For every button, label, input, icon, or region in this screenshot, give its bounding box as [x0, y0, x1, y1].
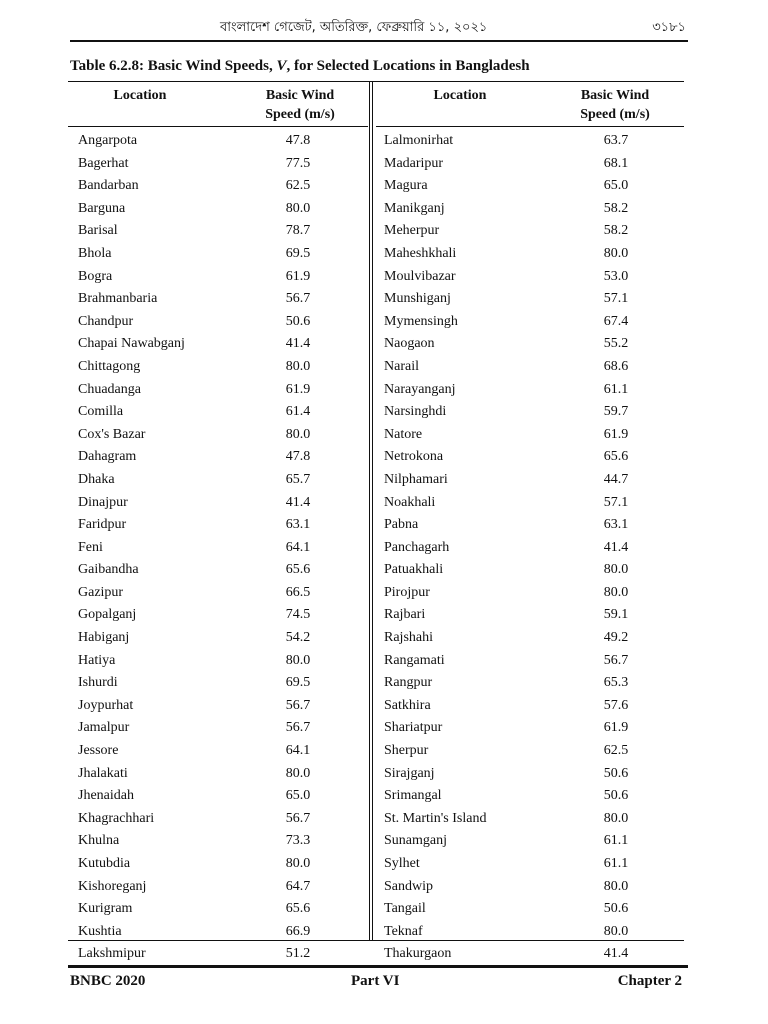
speed-cell: 80.0	[285, 200, 311, 216]
location-cell: Moulvibazar	[384, 268, 456, 284]
table-row	[78, 514, 368, 537]
location-cell: Brahmanbaria	[78, 291, 158, 307]
speed-cell: 65.3	[603, 675, 629, 691]
table-row	[78, 582, 368, 605]
location-cell: Narayanganj	[384, 381, 456, 397]
speed-cell: 69.5	[285, 675, 311, 691]
location-cell: Pabna	[384, 517, 419, 533]
location-cell: Bandarban	[78, 178, 139, 194]
speed-cell: 74.5	[285, 607, 311, 623]
location-cell: Pirojpur	[384, 584, 430, 600]
footer-center: Part VI	[351, 973, 400, 989]
speed-cell: 59.1	[603, 607, 629, 623]
location-cell: Manikganj	[384, 200, 445, 216]
gazette-title: বাংলাদেশ গেজেট, অতিরিক্ত, ফেব্রুয়ারি ১১, ২০২১	[220, 20, 488, 35]
table-row	[384, 604, 684, 627]
footer-right: Chapter 2	[617, 973, 682, 989]
speed-cell: 61.1	[603, 856, 629, 871]
location-cell: Kushtia	[78, 923, 122, 939]
table-row	[78, 220, 368, 243]
location-cell: Lalmonirhat	[384, 133, 454, 148]
speed-cell: 59.7	[603, 404, 629, 420]
speed-cell: 61.9	[285, 381, 311, 397]
location-cell: Hatiya	[78, 652, 116, 668]
speed-cell: 56.7	[603, 652, 629, 668]
table-row	[78, 650, 368, 673]
table-row	[384, 740, 684, 763]
table-row	[384, 830, 684, 853]
speed-cell: 57.1	[603, 494, 629, 510]
speed-cell: 61.9	[285, 268, 311, 284]
left-speed-header-line2: Speed (m/s)	[265, 107, 335, 122]
speed-cell: 56.7	[285, 810, 311, 826]
table-row	[384, 853, 684, 876]
speed-cell: 66.9	[285, 923, 311, 939]
speed-cell: 63.1	[285, 517, 311, 533]
speed-cell: 80.0	[285, 652, 311, 668]
location-cell: Tangail	[384, 901, 426, 917]
speed-cell: 57.6	[603, 697, 629, 713]
location-cell: Comilla	[78, 404, 124, 420]
speed-cell: 65.0	[603, 178, 629, 194]
location-cell: Angarpota	[78, 133, 138, 148]
speed-cell: 65.6	[285, 901, 311, 917]
speed-cell: 80.0	[603, 923, 629, 939]
location-cell: Maheshkhali	[384, 245, 457, 261]
right-table-body	[384, 130, 684, 966]
table-row	[78, 785, 368, 808]
speed-cell: 47.8	[285, 449, 311, 465]
table-row	[384, 311, 684, 334]
caption-symbol: V	[276, 58, 287, 74]
location-cell: Jessore	[78, 743, 119, 759]
location-cell: Chittagong	[78, 358, 141, 374]
speed-cell: 80.0	[603, 562, 629, 578]
speed-cell: 64.7	[285, 878, 311, 894]
location-cell: Madaripur	[384, 155, 444, 171]
location-cell: Kishoreganj	[78, 878, 147, 894]
location-cell: Patuakhali	[384, 562, 444, 578]
speed-cell: 62.5	[285, 178, 311, 194]
location-cell: Habiganj	[78, 630, 130, 646]
location-cell: Gaibandha	[78, 562, 139, 578]
left-location-header: Location	[113, 88, 167, 103]
table-row	[78, 333, 368, 356]
table-row	[78, 356, 368, 379]
speed-cell: 73.3	[285, 833, 311, 849]
table-row	[78, 943, 368, 966]
location-cell: Jhalakati	[78, 765, 128, 781]
footer-left: BNBC 2020	[70, 973, 146, 989]
table-row	[78, 740, 368, 763]
location-cell: Thakurgaon	[384, 946, 452, 962]
location-cell: Nilphamari	[384, 471, 448, 487]
speed-cell: 41.4	[285, 336, 311, 352]
location-cell: Feni	[78, 539, 103, 555]
table-row	[78, 469, 368, 492]
right-location-header: Location	[433, 88, 487, 103]
table-row	[384, 356, 684, 379]
speed-cell: 56.7	[285, 697, 311, 713]
location-cell: Gazipur	[78, 584, 124, 600]
right-speed-header-line1: Basic Wind	[580, 88, 650, 103]
right-speed-header	[560, 86, 670, 124]
table-row	[384, 266, 684, 289]
location-cell: Jamalpur	[78, 720, 130, 736]
table-caption	[70, 58, 530, 75]
location-cell: Kurigram	[78, 901, 133, 917]
speed-cell: 63.1	[603, 517, 629, 533]
location-cell: Bagerhat	[78, 155, 129, 171]
location-cell: Bogra	[78, 268, 113, 284]
table-row	[78, 717, 368, 740]
speed-cell: 50.6	[603, 788, 629, 804]
location-cell: Satkhira	[384, 697, 431, 713]
right-speed-header-line2: Speed (m/s)	[580, 107, 650, 122]
location-cell: Munshiganj	[384, 291, 451, 307]
table-row	[384, 559, 684, 582]
right-header-rule	[376, 126, 684, 127]
table-row	[78, 424, 368, 447]
location-cell: Dinajpur	[78, 494, 128, 510]
caption-suffix: , for Selected Locations in Bangladesh	[286, 58, 530, 74]
speed-cell: 61.1	[603, 833, 629, 849]
table-row	[78, 763, 368, 786]
speed-cell: 65.6	[603, 449, 629, 465]
location-cell: Sylhet	[384, 856, 420, 871]
table-row	[384, 876, 684, 899]
location-cell: Faridpur	[78, 517, 127, 533]
table-row	[384, 695, 684, 718]
speed-cell: 41.4	[603, 946, 629, 962]
location-cell: Srimangal	[384, 788, 442, 804]
table-row	[78, 401, 368, 424]
location-cell: Jhenaidah	[78, 788, 134, 804]
table-row	[384, 424, 684, 447]
table-row	[384, 717, 684, 740]
table-row	[384, 537, 684, 560]
table-row	[78, 627, 368, 650]
location-cell: Ishurdi	[78, 675, 118, 691]
speed-cell: 67.4	[603, 313, 629, 329]
speed-cell: 47.8	[285, 133, 311, 148]
table-row	[384, 898, 684, 921]
location-cell: Lakshmipur	[78, 946, 146, 962]
location-cell: Natore	[384, 426, 423, 442]
table-row	[78, 288, 368, 311]
location-cell: Chandpur	[78, 313, 134, 329]
speed-cell: 50.6	[603, 765, 629, 781]
speed-cell: 49.2	[603, 630, 629, 646]
table-row	[384, 130, 684, 153]
location-cell: Narail	[384, 358, 419, 374]
location-cell: Barguna	[78, 200, 126, 216]
speed-cell: 78.7	[285, 223, 311, 239]
speed-cell: 80.0	[285, 856, 311, 871]
speed-cell: 53.0	[603, 268, 629, 284]
location-cell: Khulna	[78, 833, 120, 849]
speed-cell: 77.5	[285, 155, 311, 171]
speed-cell: 80.0	[285, 426, 311, 442]
table-row	[384, 650, 684, 673]
table-row	[384, 582, 684, 605]
speed-cell: 58.2	[603, 200, 629, 216]
speed-cell: 57.1	[603, 291, 629, 307]
table-row	[384, 175, 684, 198]
speed-cell: 41.4	[285, 494, 311, 510]
location-cell: Bhola	[78, 245, 112, 261]
table-row	[384, 943, 684, 966]
table-row	[384, 469, 684, 492]
speed-cell: 80.0	[285, 358, 311, 374]
location-cell: Kutubdia	[78, 856, 131, 871]
location-cell: Magura	[384, 178, 428, 194]
table-row	[78, 830, 368, 853]
table-row	[78, 243, 368, 266]
table-row	[78, 559, 368, 582]
speed-cell: 54.2	[285, 630, 311, 646]
table-row	[78, 153, 368, 176]
location-cell: Rajbari	[384, 607, 426, 623]
left-speed-header-line1: Basic Wind	[265, 88, 335, 103]
footer-rule	[68, 965, 688, 968]
speed-cell: 61.9	[603, 426, 629, 442]
speed-cell: 50.6	[603, 901, 629, 917]
location-cell: Chuadanga	[78, 381, 141, 397]
table-row	[384, 198, 684, 221]
table-row	[78, 695, 368, 718]
location-cell: Cox's Bazar	[78, 426, 146, 442]
speed-cell: 56.7	[285, 291, 311, 307]
location-cell: Naogaon	[384, 336, 435, 352]
location-cell: Barisal	[78, 223, 118, 239]
location-cell: Sandwip	[384, 878, 433, 894]
location-cell: Panchagarh	[384, 539, 450, 555]
speed-cell: 62.5	[603, 743, 629, 759]
table-row	[384, 379, 684, 402]
left-header-rule	[68, 126, 368, 127]
speed-cell: 68.1	[603, 155, 629, 171]
location-cell: Sirajganj	[384, 765, 435, 781]
speed-cell: 65.6	[285, 562, 311, 578]
table-row	[384, 672, 684, 695]
speed-cell: 61.9	[603, 720, 629, 736]
speed-cell: 65.7	[285, 471, 311, 487]
location-cell: Meherpur	[384, 223, 440, 239]
speed-cell: 65.0	[285, 788, 311, 804]
table-row	[78, 130, 368, 153]
location-cell: Noakhali	[384, 494, 436, 510]
table-row	[384, 153, 684, 176]
table-row	[78, 492, 368, 515]
table-row	[384, 763, 684, 786]
location-cell: Chapai Nawabganj	[78, 336, 185, 352]
table-row	[384, 401, 684, 424]
speed-cell: 61.4	[285, 404, 311, 420]
table-row	[384, 808, 684, 831]
location-cell: Joypurhat	[78, 697, 134, 713]
speed-cell: 44.7	[603, 471, 629, 487]
location-cell: Gopalganj	[78, 607, 137, 623]
table-row	[384, 785, 684, 808]
speed-cell: 80.0	[285, 765, 311, 781]
table-row	[78, 311, 368, 334]
gazette-header	[70, 14, 688, 42]
left-table-body	[78, 130, 368, 966]
speed-cell: 51.2	[285, 946, 311, 962]
speed-cell: 55.2	[603, 336, 629, 352]
speed-cell: 61.1	[603, 381, 629, 397]
table-row	[384, 333, 684, 356]
table-row	[384, 288, 684, 311]
speed-cell: 56.7	[285, 720, 311, 736]
table-top-rule	[68, 81, 684, 82]
location-cell: Mymensingh	[384, 313, 458, 329]
column-divider	[369, 81, 373, 941]
gazette-page-number: ৩১৮১	[652, 20, 686, 35]
location-cell: Netrokona	[384, 449, 444, 465]
table-row	[78, 537, 368, 560]
location-cell: Teknaf	[384, 923, 423, 939]
location-cell: Sunamganj	[384, 833, 447, 849]
location-cell: Narsinghdi	[384, 404, 447, 420]
speed-cell: 80.0	[603, 584, 629, 600]
speed-cell: 80.0	[603, 245, 629, 261]
location-cell: Rajshahi	[384, 630, 433, 646]
speed-cell: 68.6	[603, 358, 629, 374]
table-row	[384, 243, 684, 266]
table-row	[78, 853, 368, 876]
table-row	[78, 446, 368, 469]
speed-cell: 80.0	[603, 878, 629, 894]
table-row	[384, 627, 684, 650]
location-cell: Sherpur	[384, 743, 429, 759]
table-row	[78, 898, 368, 921]
speed-cell: 64.1	[285, 539, 311, 555]
location-cell: Rangamati	[384, 652, 445, 668]
location-cell: St. Martin's Island	[384, 810, 487, 826]
table-row	[384, 492, 684, 515]
table-row	[78, 198, 368, 221]
location-cell: Rangpur	[384, 675, 433, 691]
location-cell: Khagrachhari	[78, 810, 155, 826]
table-row	[78, 672, 368, 695]
location-cell: Dhaka	[78, 471, 115, 487]
table-row	[78, 379, 368, 402]
speed-cell: 63.7	[603, 133, 629, 148]
table-row	[78, 808, 368, 831]
table-row	[78, 175, 368, 198]
table-row	[78, 876, 368, 899]
table-row	[384, 446, 684, 469]
table-row	[384, 220, 684, 243]
location-cell: Shariatpur	[384, 720, 443, 736]
speed-cell: 69.5	[285, 245, 311, 261]
speed-cell: 41.4	[603, 539, 629, 555]
table-row	[78, 604, 368, 627]
table-row	[384, 514, 684, 537]
speed-cell: 64.1	[285, 743, 311, 759]
caption-prefix: Table 6.2.8: Basic Wind Speeds,	[70, 58, 277, 74]
location-cell: Dahagram	[78, 449, 137, 465]
left-speed-header	[245, 86, 355, 124]
speed-cell: 50.6	[285, 313, 311, 329]
speed-cell: 58.2	[603, 223, 629, 239]
table-bottom-rule	[68, 940, 684, 941]
table-row	[78, 266, 368, 289]
speed-cell: 80.0	[603, 810, 629, 826]
speed-cell: 66.5	[285, 584, 311, 600]
